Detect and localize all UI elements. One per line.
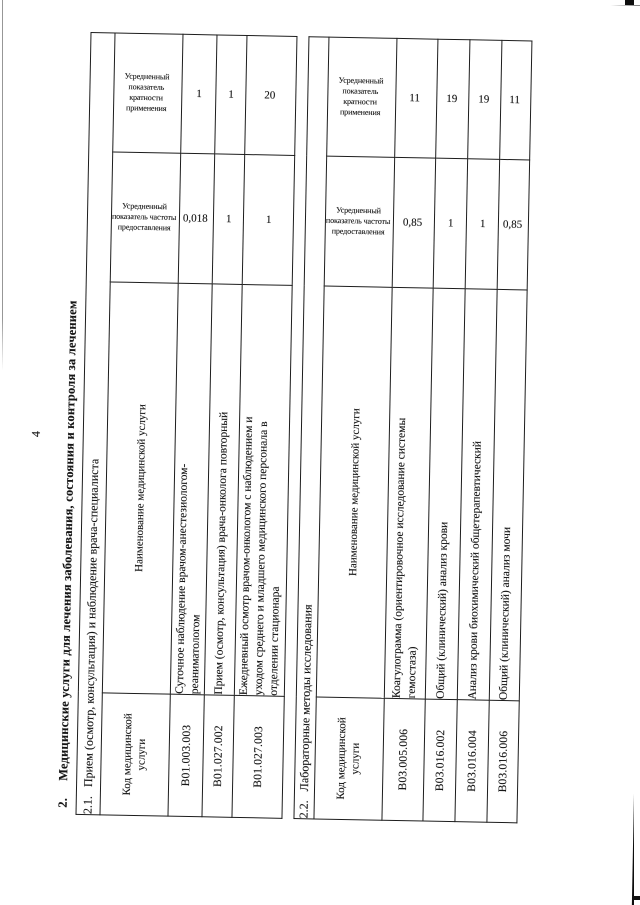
service-code: В01.027.003 (232, 695, 284, 818)
header-multiplicity-text: Усредненный показатель кратности применения (338, 75, 384, 118)
frequency-value-text: 1 (480, 218, 486, 231)
page-number: 4 (28, 430, 43, 438)
multiplicity-value (468, 40, 502, 160)
frequency-value (242, 154, 294, 285)
header-multiplicity (327, 37, 398, 157)
header-service-code: Код медицинской услуги (314, 697, 385, 820)
frequency-value-text: 0,018 (182, 212, 208, 225)
service-code: В03.005.006 (382, 698, 425, 821)
section-number: 2.2. (296, 800, 311, 819)
header-frequency (110, 152, 181, 283)
service-code: В01.003.003 (168, 694, 204, 817)
frequency-value (465, 159, 499, 290)
multiplicity-value-text: 1 (196, 88, 203, 101)
header-multiplicity-text: Усредненный показатель кратности применения (124, 71, 170, 114)
frequency-value-text: 1 (266, 213, 272, 227)
section-number: 2.1. (80, 795, 95, 815)
header-frequency-text: Усредненный показатель частоты предоставления (325, 205, 391, 237)
frequency-value (392, 157, 435, 288)
multiplicity-value (436, 39, 470, 159)
service-name: Анализ крови биохимический общетерапевтический (458, 289, 498, 701)
header-multiplicity (113, 33, 184, 153)
document-title-number: 2. (55, 797, 70, 808)
multiplicity-value-text: 20 (264, 89, 276, 102)
frequency-value-text: 0,85 (502, 218, 522, 231)
service-code: В03.016.004 (455, 700, 489, 823)
service-name: Ежедневный осмотр врачом-онкологом с наблюдением и уходом среднего и младшего медицинского персонала в отделении стационара (235, 284, 293, 696)
service-name: Общий (клинический) анализ крови (426, 288, 466, 700)
frequency-value-text: 0,85 (402, 216, 423, 229)
multiplicity-value (215, 35, 247, 155)
multiplicity-value-text: 1 (228, 88, 235, 101)
header-service-code: Код медицинской услуги (100, 693, 171, 816)
multiplicity-value-text: 11 (509, 94, 520, 107)
service-name: Суточное наблюдение врачом-анестезиологом- реаниматологом (171, 283, 213, 695)
multiplicity-value-text: 19 (445, 92, 458, 106)
section-title: Лабораторные методы исследования (296, 604, 315, 792)
multiplicity-value-text: 11 (409, 92, 421, 105)
multiplicity-value (245, 35, 297, 155)
service-code: В03.016.002 (423, 699, 457, 822)
service-name: Общий (клинический) анализ мочи (490, 289, 528, 701)
multiplicity-value (500, 40, 532, 160)
frequency-value-text: 1 (448, 217, 454, 230)
frequency-value (212, 154, 244, 285)
multiplicity-value-text: 19 (477, 93, 490, 106)
service-name: Прием (осмотр, консультация) врача-онколога повторный (205, 284, 243, 696)
services-table-2-2 (293, 36, 532, 823)
header-service-name: Наименование медицинской услуги (316, 286, 392, 698)
service-name: Коагулограмма (ориентировочное исследование системы гемостаза) (385, 287, 434, 699)
services-table-2-1 (75, 32, 297, 819)
frequency-value-text: 1 (226, 213, 232, 226)
frequency-value (497, 159, 529, 290)
service-code: В03.016.006 (487, 700, 519, 823)
service-code: В01.027.002 (202, 695, 234, 818)
header-frequency (324, 156, 395, 287)
header-frequency-text: Усредненный показатель частоты предоставления (111, 201, 177, 233)
header-service-name: Наименование медицинской услуги (102, 282, 178, 694)
frequency-value (178, 153, 214, 284)
multiplicity-value (181, 34, 217, 154)
frequency-value (433, 158, 467, 289)
document-title-text: Медицинские услуги для лечения заболевания, состояния и контроля за лечением (56, 300, 80, 781)
multiplicity-value (395, 38, 438, 158)
section-title: Прием (осмотр, консультация) и наблюдение врача-специалиста (81, 458, 102, 788)
